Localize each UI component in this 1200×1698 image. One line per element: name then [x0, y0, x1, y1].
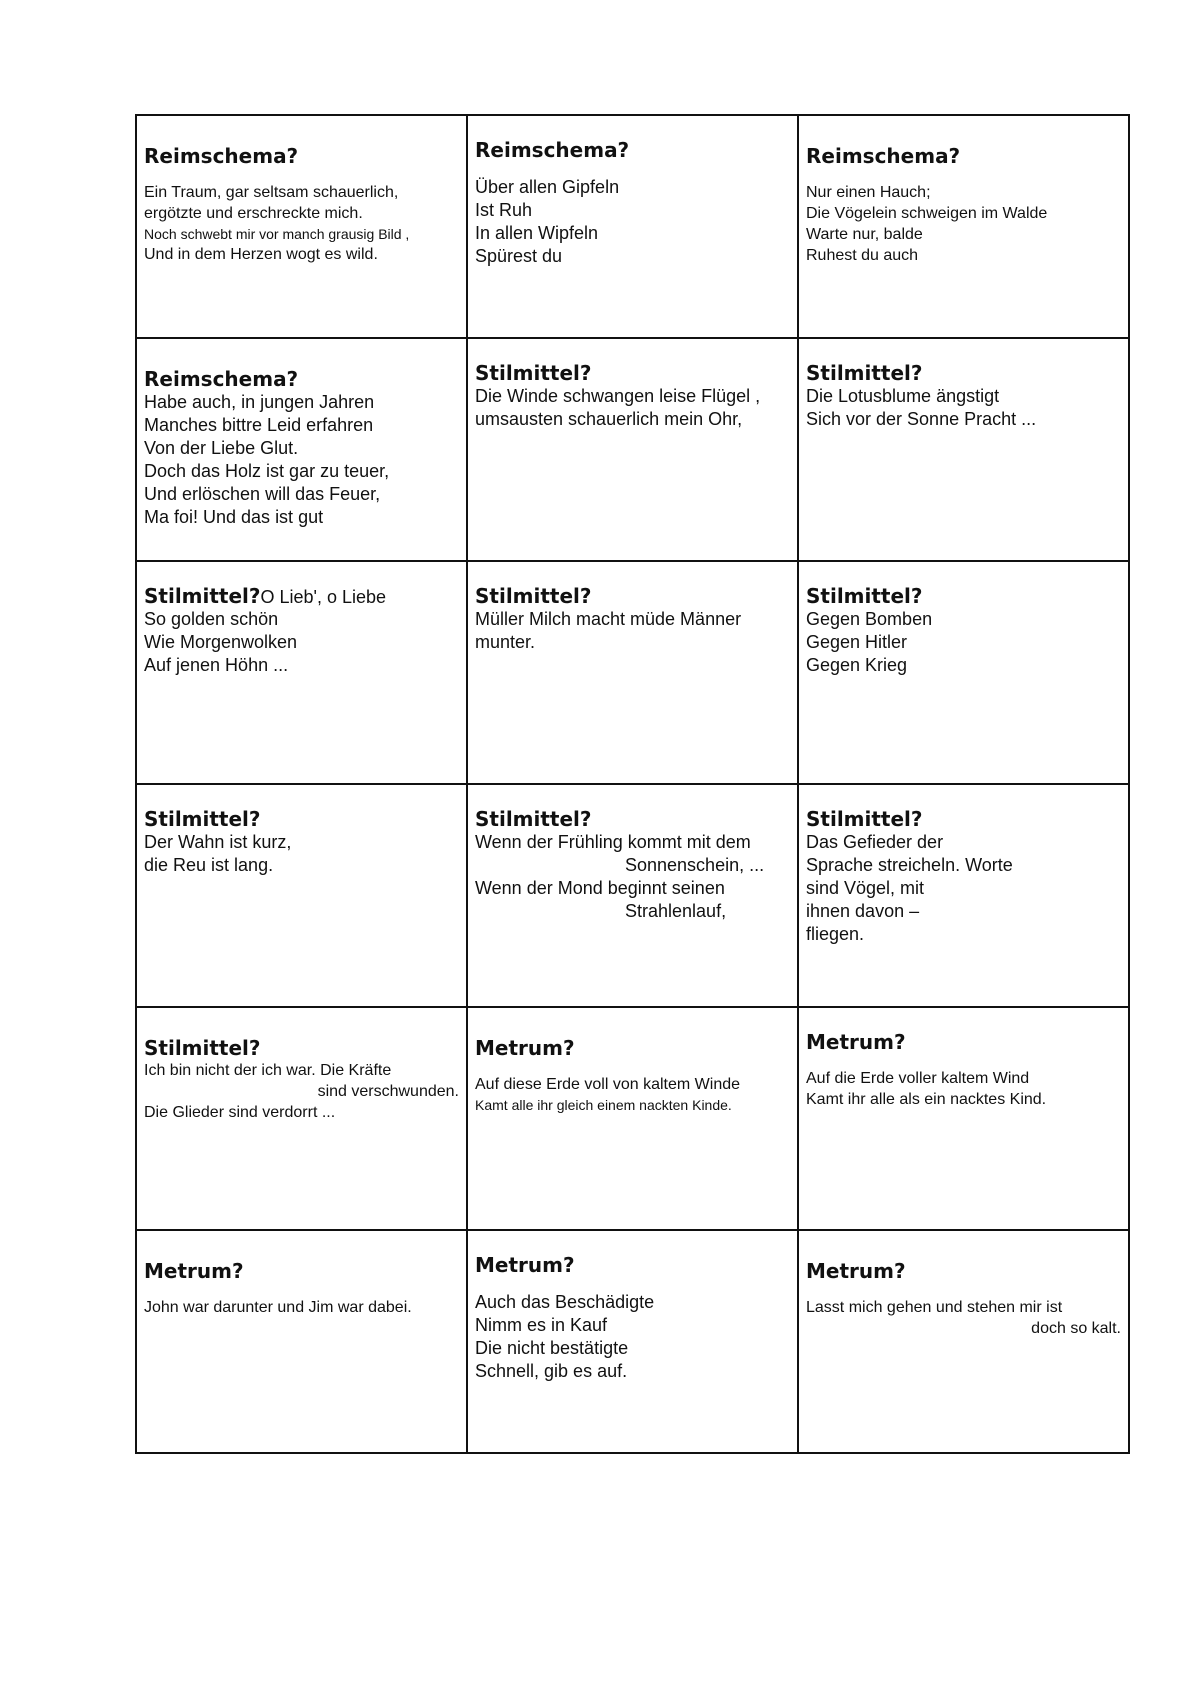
card-text: [475, 1291, 790, 1383]
card-text: [806, 1068, 1121, 1110]
text-line: Über allen Gipfeln: [475, 177, 620, 197]
card: [467, 1230, 798, 1453]
card-heading: Reimschema?: [144, 144, 299, 168]
card: [798, 1007, 1129, 1230]
text-line: Sonnenschein, ...: [625, 855, 765, 875]
card-heading: Stilmittel?: [144, 1036, 261, 1060]
text-line: ergötzte und erschreckte mich.: [144, 205, 363, 222]
text-line: Habe auch, in jungen Jahren: [144, 392, 375, 412]
grid-row: [136, 1007, 1129, 1230]
text-line: Das Gefieder der: [806, 832, 944, 852]
card-grid: [135, 114, 1130, 1454]
text-line: sind Vögel, mit: [806, 878, 925, 898]
card-heading: Stilmittel?: [475, 807, 592, 831]
text-line: Wie Morgenwolken: [144, 632, 298, 652]
text-line: Schnell, gib es auf.: [475, 1361, 628, 1381]
text-line: munter.: [475, 632, 536, 652]
text-line: Auf jenen Höhn ...: [144, 655, 289, 675]
card-heading: Metrum?: [475, 1253, 575, 1277]
text-line: Nimm es in Kauf: [475, 1315, 608, 1335]
card-text: [144, 391, 459, 529]
grid-row: [136, 115, 1129, 338]
card-text: [475, 1074, 790, 1115]
card-text: [475, 176, 790, 268]
card-text: [475, 831, 790, 923]
text-line: Gegen Bomben: [806, 609, 933, 629]
text-line: Auf die Erde voller kaltem Wind: [806, 1070, 1030, 1087]
text-line: Noch schwebt mir vor manch grausig Bild ,: [144, 226, 410, 242]
text-line: John war darunter und Jim war dabei.: [144, 1299, 412, 1316]
text-line: Die Lotusblume ängstigt: [806, 386, 1000, 406]
text-line: Spürest du: [475, 246, 563, 266]
card: [798, 1230, 1129, 1453]
text-line: Gegen Hitler: [806, 632, 908, 652]
card: [467, 561, 798, 784]
text-line: Die nicht bestätigte: [475, 1338, 629, 1358]
text-line: Ein Traum, gar seltsam schauerlich,: [144, 184, 399, 201]
text-line: Gegen Krieg: [806, 655, 908, 675]
card-heading: Reimschema?: [806, 144, 961, 168]
text-line: Lasst mich gehen und stehen mir ist: [806, 1299, 1063, 1316]
text-line: Warte nur, balde: [806, 226, 923, 243]
card-text: [144, 831, 459, 877]
card: [136, 1007, 467, 1230]
card: [467, 115, 798, 338]
card-heading: Stilmittel?: [806, 584, 923, 608]
card: [136, 115, 467, 338]
card: [467, 338, 798, 561]
text-line: Ist Ruh: [475, 200, 533, 220]
card: [136, 1230, 467, 1453]
text-line: Kamt ihr alle als ein nacktes Kind.: [806, 1091, 1047, 1108]
text-line: Sprache streicheln. Worte: [806, 855, 1013, 875]
text-line: Auch das Beschädigte: [475, 1292, 655, 1312]
text-line: Auf diese Erde voll von kaltem Winde: [475, 1076, 741, 1093]
card-text: [806, 385, 1121, 431]
card-heading: Reimschema?: [144, 367, 299, 391]
card-heading: Metrum?: [806, 1259, 906, 1283]
grid-row: [136, 561, 1129, 784]
card-heading: Stilmittel?: [144, 807, 261, 831]
text-line: Die Glieder sind verdorrt ...: [144, 1104, 336, 1121]
card: [467, 1007, 798, 1230]
card-heading: Stilmittel?: [806, 361, 923, 385]
card: [467, 784, 798, 1007]
text-line: Nur einen Hauch;: [806, 184, 931, 201]
text-line: Und erlöschen will das Feuer,: [144, 484, 381, 504]
grid-row: [136, 1230, 1129, 1453]
text-line: Sich vor der Sonne Pracht ...: [806, 409, 1037, 429]
text-line: Die Vögelein schweigen im Walde: [806, 205, 1048, 222]
text-line: umsausten schauerlich mein Ohr,: [475, 409, 743, 429]
card: [798, 784, 1129, 1007]
text-line: Wenn der Mond beginnt seinen: [475, 878, 725, 898]
text-line: doch so kalt.: [1031, 1320, 1121, 1337]
card-text: [144, 1297, 459, 1318]
card-text: [806, 608, 1121, 677]
text-line: Wenn der Frühling kommt mit dem: [475, 832, 751, 852]
text-line: Und in dem Herzen wogt es wild.: [144, 246, 378, 263]
text-line: Ma foi! Und das ist gut: [144, 507, 324, 527]
card: [136, 561, 467, 784]
card-heading: Stilmittel?: [144, 584, 261, 608]
text-line: Von der Liebe Glut.: [144, 438, 299, 458]
text-line: fliegen.: [806, 924, 865, 944]
card-heading: Stilmittel?: [475, 584, 592, 608]
card-heading: Metrum?: [806, 1030, 906, 1054]
card-heading: Metrum?: [144, 1259, 244, 1283]
text-line: Der Wahn ist kurz,: [144, 832, 292, 852]
card: [798, 115, 1129, 338]
card-text: [475, 385, 790, 431]
card-text: [806, 831, 1121, 946]
card-heading: Stilmittel?: [475, 361, 592, 385]
text-line: Ruhest du auch: [806, 247, 919, 264]
text-line: Müller Milch macht müde Männer: [475, 609, 742, 629]
text-line: ihnen davon –: [806, 901, 920, 921]
text-line: Ich bin nicht der ich war. Die Kräfte: [144, 1062, 392, 1079]
card-heading: Stilmittel?: [806, 807, 923, 831]
card-text: [144, 182, 459, 265]
text-line: In allen Wipfeln: [475, 223, 599, 243]
text-line: Strahlenlauf,: [625, 901, 727, 921]
card-heading: Reimschema?: [475, 138, 630, 162]
text-line: Die Winde schwangen leise Flügel ,: [475, 386, 761, 406]
card: [798, 338, 1129, 561]
inline-text: O Lieb', o Liebe: [260, 587, 387, 607]
card-text: [806, 182, 1121, 266]
card-text: [144, 608, 459, 677]
text-line: die Reu ist lang.: [144, 855, 274, 875]
text-line: sind verschwunden.: [317, 1083, 459, 1100]
card-heading: Metrum?: [475, 1036, 575, 1060]
text-line: Doch das Holz ist gar zu teuer,: [144, 461, 390, 481]
text-line: Manches bittre Leid erfahren: [144, 415, 374, 435]
grid-row: [136, 338, 1129, 561]
card: [136, 784, 467, 1007]
text-line: Kamt alle ihr gleich einem nackten Kinde.: [475, 1097, 732, 1113]
card: [798, 561, 1129, 784]
card: [136, 338, 467, 561]
card-text: [475, 608, 790, 654]
grid-row: [136, 784, 1129, 1007]
text-line: So golden schön: [144, 609, 279, 629]
card-text: [806, 1297, 1121, 1339]
card-text: [144, 1060, 459, 1123]
